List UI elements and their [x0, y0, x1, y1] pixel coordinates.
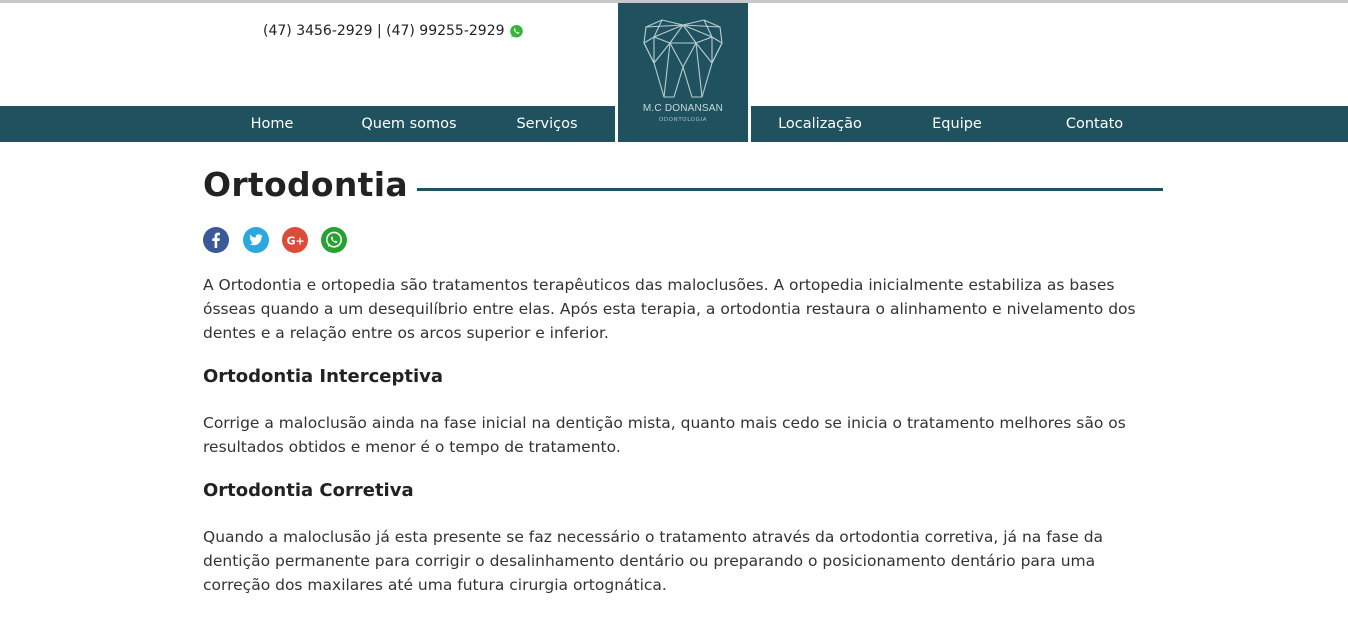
section-paragraph: Corrige a maloclusão ainda na fase inicial na dentição mista, quanto mais cedo se inicia o tratamento melhores são os resultados obtidos e menor é o tempo de tratamento. [203, 414, 1126, 456]
section-heading: Ortodontia Interceptiva [203, 366, 444, 387]
svg-text:G+: G+ [286, 234, 305, 248]
whatsapp-icon[interactable] [321, 227, 347, 253]
nav-localizacao[interactable]: Localização [778, 116, 862, 132]
logo-subtitle: ODONTOLOGIA [658, 117, 708, 123]
nav-equipe[interactable]: Equipe [932, 116, 982, 132]
nav-servicos[interactable]: Serviços [516, 116, 578, 132]
twitter-icon[interactable] [243, 227, 269, 253]
logo[interactable] [618, 3, 748, 142]
section-paragraph: Quando a maloclusão já esta presente se faz necessário o tratamento através da ortodontia corretiva, já na fase da dentição permanente para corrigir o desalinhamento dentário ou preparando o posicionamento dentário para uma correção dos maxilares até uma futura cirurgia ortognática. [203, 528, 1104, 594]
nav-home[interactable]: Home [250, 116, 294, 132]
nav-contato[interactable]: Contato [1065, 116, 1124, 132]
intro-paragraph: A Ortodontia e ortopedia são tratamentos terapêuticos das maloclusões. A ortopedia inicialmente estabiliza as bases ósseas quando a um desequilíbrio entre elas. Após esta terapia, a ortodontia restaura o alinhamento e nivelamento dos dentes e a relação entre os arcos superior e inferior. [203, 276, 1136, 342]
nav-quem-somos[interactable]: Quem somos [361, 116, 457, 132]
phone-numbers: (47) 3456-2929 | (47) 99255-2929 [263, 23, 505, 39]
whatsapp-icon[interactable] [509, 24, 524, 39]
google-plus-icon[interactable] [282, 227, 308, 253]
facebook-icon[interactable] [203, 227, 229, 253]
page-title: Ortodontia [203, 165, 408, 204]
logo-name: M.C DONANSAN [642, 103, 724, 114]
section-heading: Ortodontia Corretiva [203, 480, 414, 501]
title-rule [417, 188, 1163, 191]
header-phone [263, 23, 524, 39]
tooth-icon [640, 17, 726, 101]
nav-divider [748, 106, 751, 142]
